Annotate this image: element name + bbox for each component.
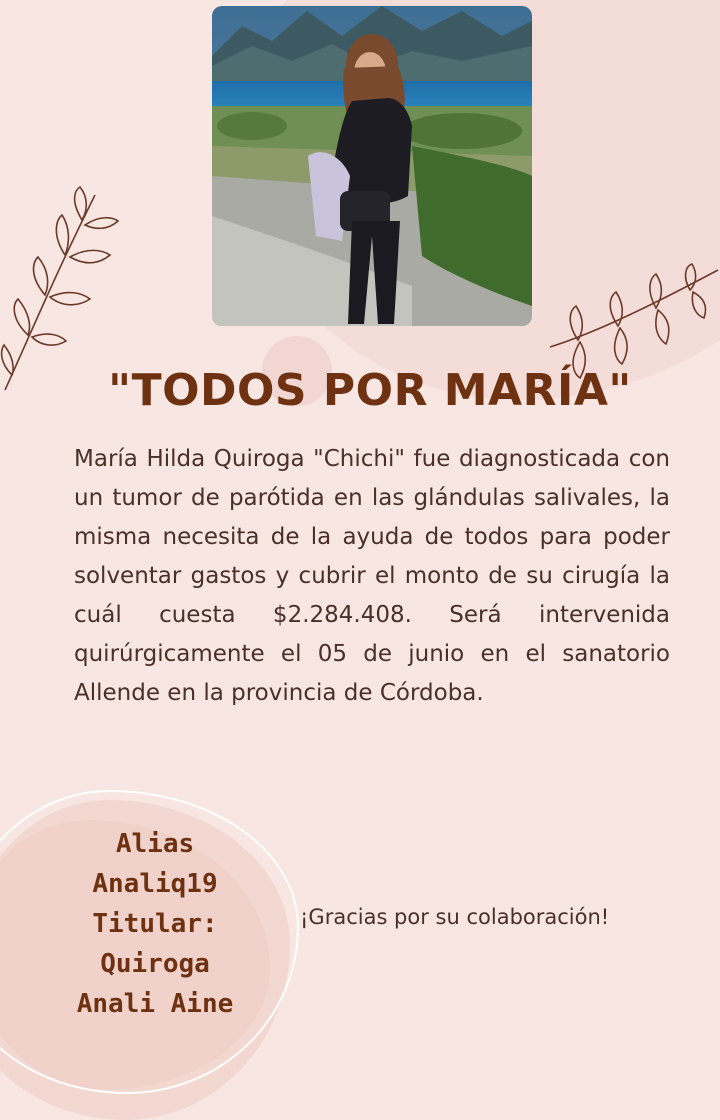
description-paragraph: María Hilda Quiroga "Chichi" fue diagnosticada con un tumor de parótida en las glándulas salivales, la misma necesita de la ayuda de todos para poder solventar gastos y cubrir el monto de su cirugía la cuál cuesta $2.284.408. Será intervenida quirúrgicamente el 05 de junio en el sanatorio Allende en la provincia de Córdoba.	[74, 446, 670, 706]
leaf-branch-left-icon	[0, 185, 125, 395]
profile-photo	[212, 6, 532, 326]
alias-value: Analiq19	[92, 869, 218, 899]
alias-label: Alias	[115, 829, 195, 859]
account-holder-label: Titular: Quiroga	[92, 909, 218, 979]
alias-block	[30, 824, 280, 1024]
thanks-message: ¡Gracias por su colaboración!	[300, 905, 610, 929]
page-title: "TODOS POR MARÍA"	[108, 365, 632, 416]
account-holder-name: Anali Aine	[76, 989, 234, 1019]
